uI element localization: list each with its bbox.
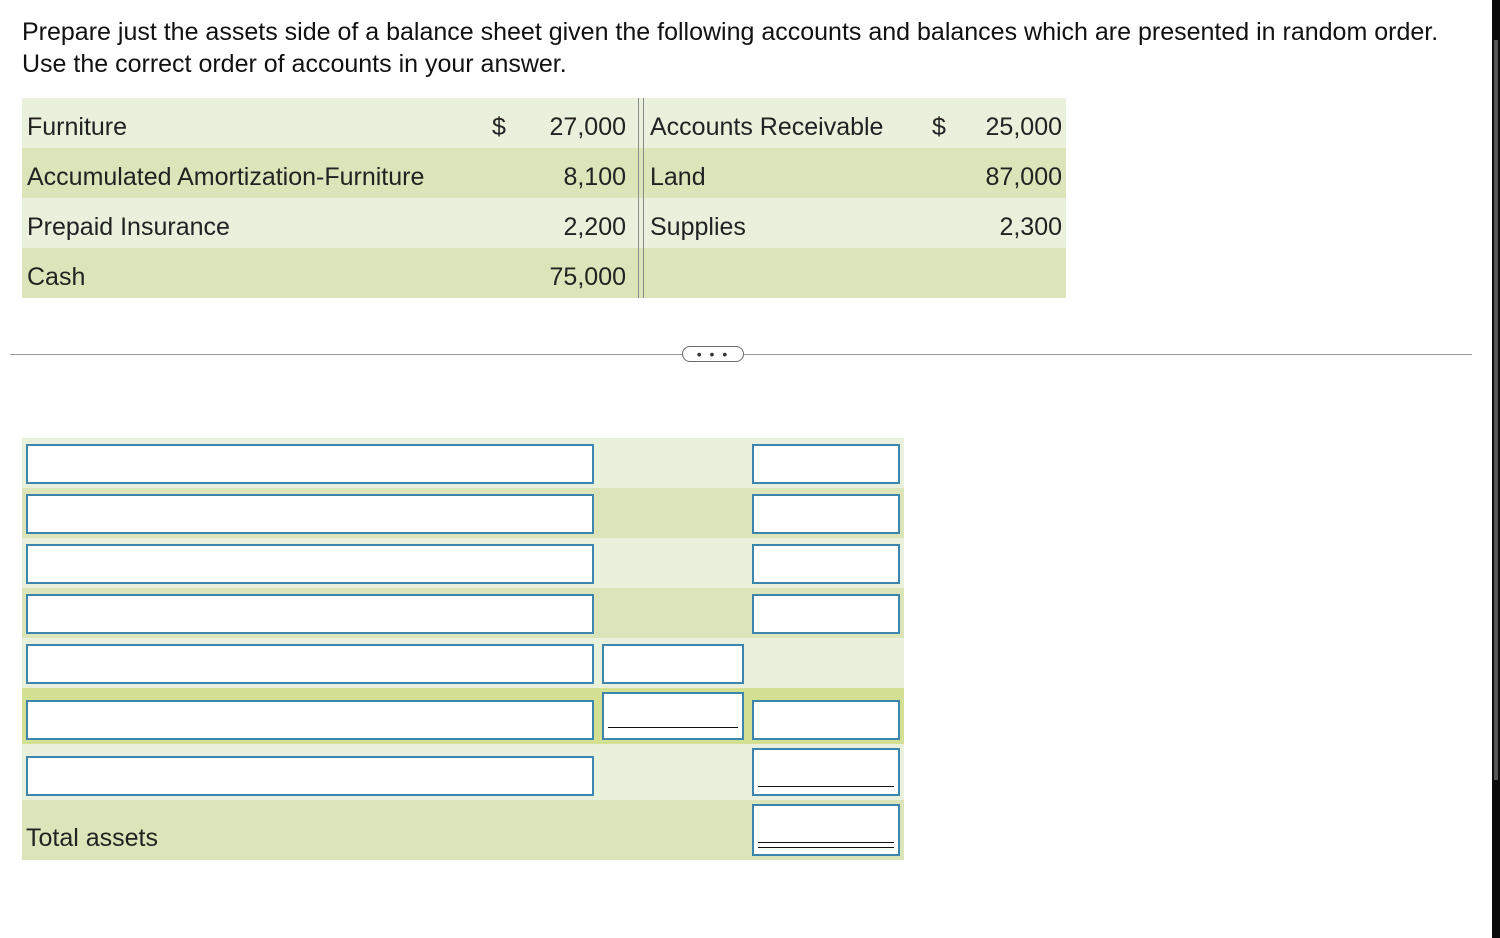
deduction-cell [602, 692, 744, 740]
question-text: Prepare just the assets side of a balance sheet given the following accounts and balances which are presented in random order. Use the correct order of accounts in your answer. [22, 18, 1439, 78]
double-underline-bottom [758, 847, 894, 848]
answer-row-4 [22, 588, 904, 638]
double-underline-top [758, 842, 894, 843]
total-assets-row [22, 800, 904, 860]
amount-input[interactable] [752, 594, 900, 634]
left-amount: 75,000 [549, 263, 626, 291]
given-row-1 [22, 98, 1066, 148]
left-account: Cash [27, 263, 86, 291]
account-name-input[interactable] [26, 544, 594, 584]
right-amount: 87,000 [985, 163, 1062, 191]
right-account: Land [650, 163, 706, 191]
column-divider [638, 98, 644, 298]
account-name-input[interactable] [26, 700, 594, 740]
given-accounts-table [22, 98, 1066, 298]
left-amount: 8,100 [563, 163, 626, 191]
right-amount: 25,000 [985, 113, 1062, 141]
amount-input[interactable] [752, 444, 900, 484]
answer-row-6 [22, 688, 904, 744]
right-account: Supplies [650, 213, 746, 241]
total-assets-label: Total assets [26, 824, 159, 852]
left-account: Prepaid Insurance [27, 213, 230, 241]
left-currency: $ [492, 113, 506, 141]
account-name-input[interactable] [26, 594, 594, 634]
amount-input[interactable] [752, 544, 900, 584]
given-row-3 [22, 198, 1066, 248]
answer-row-3 [22, 538, 904, 588]
given-row-2 [22, 148, 1066, 198]
single-underline [608, 727, 738, 728]
subtotal-amount-input[interactable] [602, 644, 744, 684]
answer-row-5 [22, 638, 904, 688]
deduction-amount-input[interactable] [602, 692, 744, 740]
total-amount-cell [752, 804, 900, 856]
account-name-input[interactable] [26, 756, 594, 796]
expand-button[interactable]: • • • [682, 346, 744, 362]
left-amount: 2,200 [563, 213, 626, 241]
amount-input[interactable] [752, 494, 900, 534]
amount-input[interactable] [752, 748, 900, 796]
account-name-input[interactable] [26, 494, 594, 534]
left-account: Accumulated Amortization-Furniture [27, 163, 425, 191]
right-currency: $ [932, 113, 946, 141]
total-assets-input[interactable] [752, 804, 900, 856]
account-name-input[interactable] [26, 444, 594, 484]
last-amount-cell [752, 748, 900, 796]
answer-row-7 [22, 744, 904, 800]
given-row-4 [22, 248, 1066, 298]
left-amount: 27,000 [549, 113, 626, 141]
answer-row-1 [22, 438, 904, 488]
single-underline [758, 786, 894, 787]
account-name-input[interactable] [26, 644, 594, 684]
window-edge-scrollbar[interactable] [1492, 0, 1500, 938]
net-amount-input[interactable] [752, 700, 900, 740]
right-amount: 2,300 [999, 213, 1062, 241]
answer-row-2 [22, 488, 904, 538]
balance-sheet-answer-area [22, 438, 904, 860]
right-account: Accounts Receivable [650, 113, 884, 141]
left-account: Furniture [27, 113, 128, 141]
scrollbar-thumb[interactable] [1494, 40, 1498, 780]
